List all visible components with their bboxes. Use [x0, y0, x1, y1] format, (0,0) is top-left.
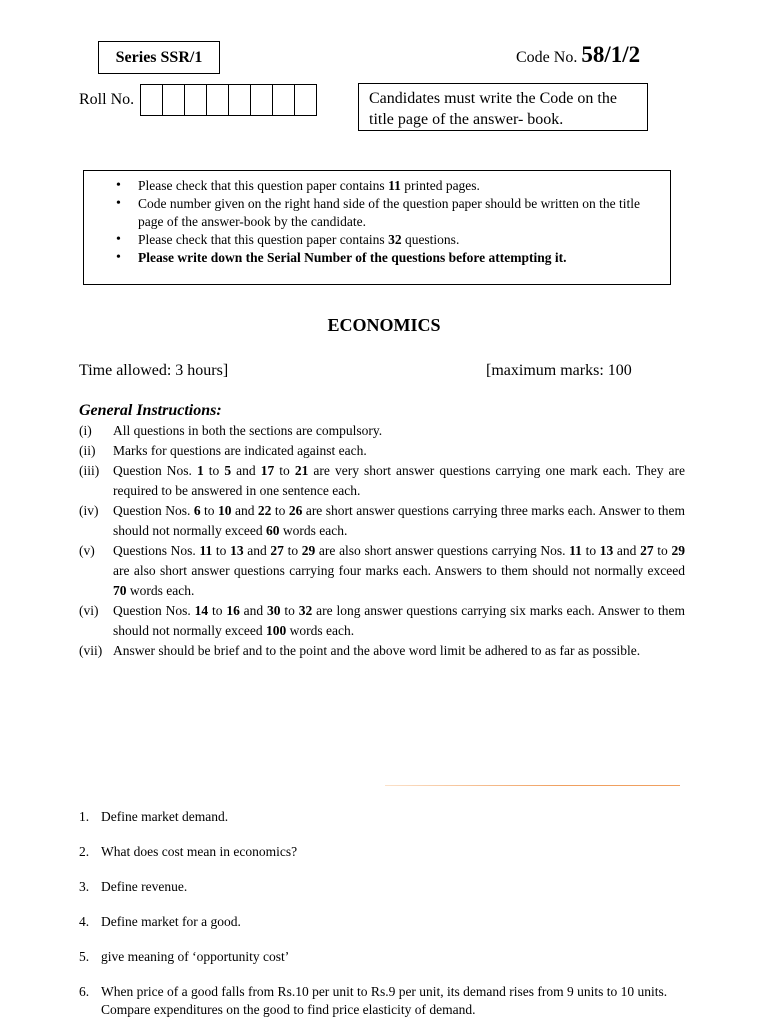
roll-label: Roll No.: [79, 91, 135, 108]
question-item: [79, 913, 685, 931]
general-instruction-item: [79, 501, 685, 541]
instruction-text: Marks for questions are indicated against each.: [113, 443, 367, 458]
maximum-marks: [maximum marks: 100: [486, 362, 632, 379]
question-number: 5.: [79, 949, 90, 964]
instruction-number: (i): [79, 423, 92, 438]
question-number: 2.: [79, 844, 90, 859]
question-item: [79, 843, 685, 861]
general-instruction-item: [79, 441, 685, 461]
question-text: Define market for a good.: [101, 914, 241, 929]
roll-cell[interactable]: [163, 85, 185, 115]
question-item: [79, 948, 685, 966]
instruction-item: • Code number given on the right hand side of the question paper should be written on the title page of the answer-book by the candidate.: [114, 195, 650, 231]
instruction-text: Question Nos. 14 to 16 and 30 to 32 are long answer questions carrying six marks each. Answer to them should not normally exceed 100 words each.: [113, 603, 685, 638]
general-instruction-item: [79, 601, 685, 641]
roll-cell[interactable]: [141, 85, 163, 115]
question-text: give meaning of ‘opportunity cost’: [101, 949, 290, 964]
question-item: [79, 808, 685, 826]
instruction-text: Answer should be brief and to the point and the above word limit be adhered to as far as possible.: [113, 643, 641, 658]
series-label: Series SSR/1: [115, 48, 203, 66]
code-value: 58/1/2: [581, 42, 641, 67]
code-label: Code No.: [516, 49, 578, 66]
roll-cell[interactable]: [207, 85, 229, 115]
instruction-number: (iv): [79, 503, 99, 518]
instruction-text: Questions Nos. 11 to 13 and 27 to 29 are also short answer questions carrying Nos. 11 to 13 and 27 to 29 are also short answer questions carrying four marks each. Answers to them should not normally exceed 70 words each.: [113, 543, 685, 598]
candidates-note-box: [358, 83, 648, 131]
roll-cell[interactable]: [185, 85, 207, 115]
instruction-item: • Please check that this question paper contains 11 printed pages.: [114, 177, 650, 195]
instruction-item: • Please check that this question paper contains 32 questions.: [114, 231, 650, 249]
roll-cell[interactable]: [251, 85, 273, 115]
instruction-number: (vi): [79, 603, 99, 618]
instruction-item: • Please write down the Serial Number of the questions before attempting it.: [114, 249, 650, 267]
question-text: When price of a good falls from Rs.10 per unit to Rs.9 per unit, its demand rises from 9 units to 10 units. Compare expenditures on the good to find price elasticity of demand.: [101, 984, 668, 1017]
general-instructions-title: General Instructions:: [79, 402, 222, 419]
instruction-number: (v): [79, 543, 95, 558]
divider-line: [385, 785, 680, 786]
instructions-list: [114, 177, 650, 267]
question-item: [79, 983, 685, 1019]
general-instructions-list: [79, 421, 685, 661]
instruction-text: Question Nos. 6 to 10 and 22 to 26 are short answer questions carrying three marks each. Answer to them should not normally exceed 60 words each.: [113, 503, 685, 538]
question-item: [79, 878, 685, 896]
general-instruction-item: [79, 541, 685, 601]
question-number: 6.: [79, 984, 90, 999]
general-instruction-item: [79, 641, 685, 661]
roll-number-boxes[interactable]: [140, 84, 317, 116]
roll-cell[interactable]: [273, 85, 295, 115]
time-allowed: Time allowed: 3 hours]: [79, 362, 229, 379]
question-number: 4.: [79, 914, 90, 929]
subject-title: ECONOMICS: [327, 315, 441, 335]
question-text: Define market demand.: [101, 809, 229, 824]
question-number: 3.: [79, 879, 90, 894]
question-number: 1.: [79, 809, 90, 824]
instructions-box: [83, 170, 671, 285]
roll-cell[interactable]: [229, 85, 251, 115]
general-instruction-item: [79, 421, 685, 441]
instruction-number: (ii): [79, 443, 96, 458]
candidates-note: Candidates must write the Code on the title page of the answer- book.: [369, 90, 617, 128]
general-instruction-item: [79, 461, 685, 501]
question-list: [79, 808, 685, 1036]
question-text: Define revenue.: [101, 879, 188, 894]
roll-cell[interactable]: [295, 85, 317, 115]
instruction-text: All questions in both the sections are compulsory.: [113, 423, 383, 438]
code-number: [516, 42, 640, 68]
instruction-number: (vii): [79, 643, 103, 658]
question-text: What does cost mean in economics?: [101, 844, 298, 859]
instruction-number: (iii): [79, 463, 100, 478]
instruction-text: Question Nos. 1 to 5 and 17 to 21 are very short answer questions carrying one mark each. They are required to be answered in one sentence each.: [113, 463, 685, 498]
series-box: [98, 41, 220, 74]
